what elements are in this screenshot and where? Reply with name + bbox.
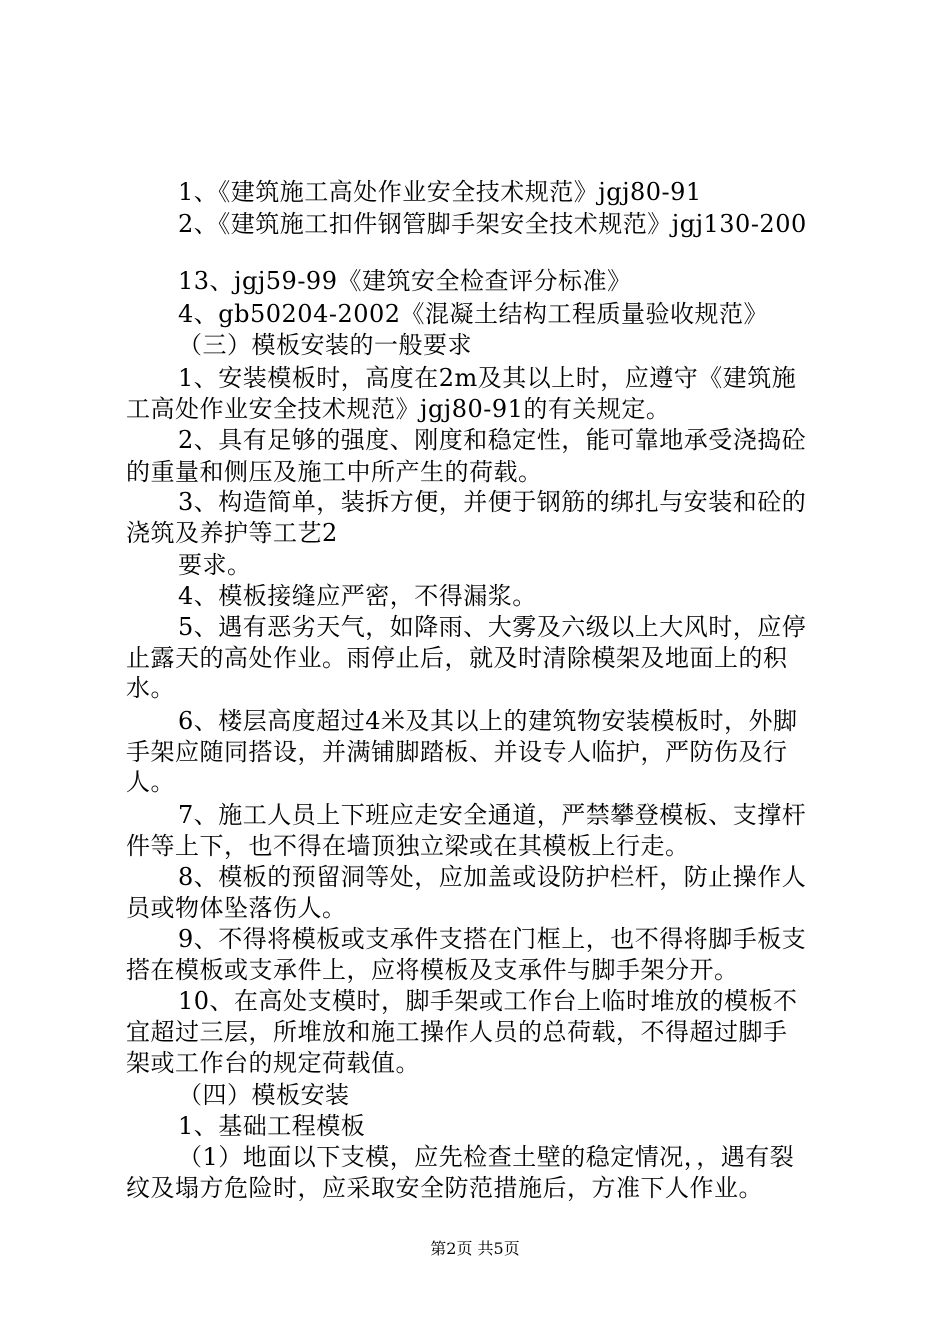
text-line-27: 宜超过三层，所堆放和施工操作人员的总荷载，不得超过脚手 [126,1018,788,1046]
text-line-2: 2、《建筑施工扣件钢管脚手架安全技术规范》jgj130-200 [178,210,807,238]
text-line-6: 1、安装模板时，高度在2m及其以上时，应遵守《建筑施 [178,364,797,392]
text-line-26: 10、在高处支模时，脚手架或工作台上临时堆放的模板不 [178,987,798,1015]
text-line-15: 止露天的高处作业。雨停止后，就及时清除模架及地面上的积 [126,644,788,672]
text-line-20: 7、施工人员上下班应走安全通道，严禁攀登模板、支撑杆 [178,801,807,829]
text-line-11: 浇筑及养护等工艺2 [126,519,338,547]
text-line-12: 要求。 [178,551,252,579]
text-line-3: 13、jgj59-99《建筑安全检查评分标准》 [178,267,632,295]
text-line-18: 手架应随同搭设，并满铺脚踏板、并设专人临护，严防伤及行 [126,738,788,766]
text-line-16: 水。 [126,674,175,702]
text-line-14: 5、遇有恶劣天气，如降雨、大雾及六级以上大风时，应停 [178,613,807,641]
text-line-17: 6、楼层高度超过4米及其以上的建筑物安装模板时，外脚 [178,707,798,735]
text-line-19: 人。 [126,768,175,796]
section-heading-3: （三）模板安装的一般要求 [178,331,472,359]
text-line-23: 员或物体坠落伤人。 [126,894,347,922]
text-line-7: 工高处作业安全技术规范》jgj80-91的有关规定。 [126,395,671,423]
text-line-8: 2、具有足够的强度、刚度和稳定性，能可靠地承受浇捣砼 [178,426,807,454]
text-line-28: 架或工作台的规定荷载值。 [126,1049,420,1077]
text-line-13: 4、模板接缝应严密，不得漏浆。 [178,582,537,610]
text-line-4: 4、gb50204-2002《混凝土结构工程质量验收规范》 [178,300,769,328]
text-line-31: （1）地面以下支模，应先检查土壁的稳定情况，，遇有裂 [178,1143,795,1171]
text-line-22: 8、模板的预留洞等处，应加盖或设防护栏杆，防止操作人 [178,863,807,891]
page-footer: 第2页 共5页 [430,1239,520,1258]
text-line-24: 9、不得将模板或支承件支搭在门框上，也不得将脚手板支 [178,925,807,953]
text-line-32: 纹及塌方危险时，应采取安全防范措施后，方准下人作业。 [126,1174,763,1202]
text-line-1: 1、《建筑施工高处作业安全技术规范》jgj80-91 [178,178,702,206]
text-line-25: 搭在模板或支承件上，应将模板及支承件与脚手架分开。 [126,956,739,984]
text-line-30: 1、基础工程模板 [178,1112,366,1140]
text-line-9: 的重量和侧压及施工中所产生的荷载。 [126,458,543,486]
text-line-21: 件等上下，也不得在墙顶独立梁或在其模板上行走。 [126,832,690,860]
text-line-10: 3、构造简单，装拆方便，并便于钢筋的绑扎与安装和砼的 [178,488,807,516]
section-heading-4: （四）模板安装 [178,1081,350,1109]
